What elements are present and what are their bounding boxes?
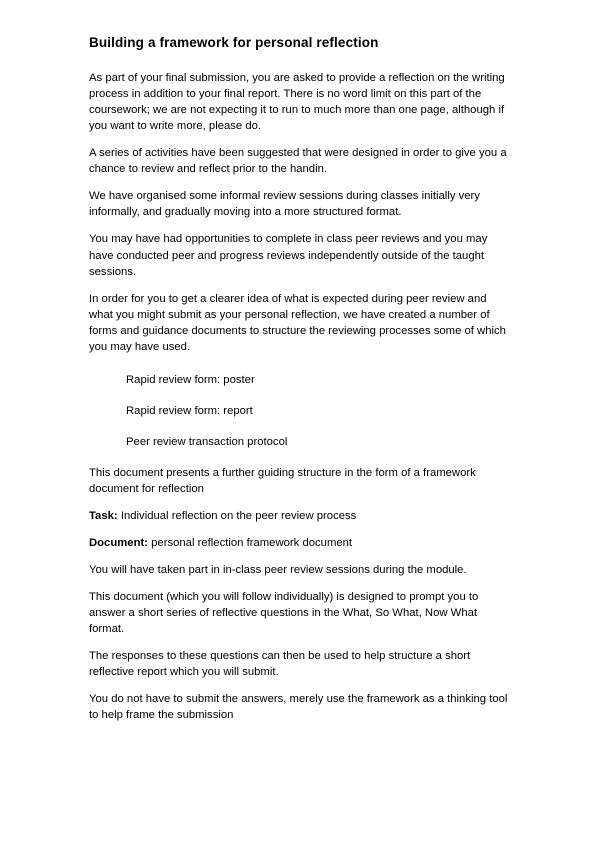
intro-paragraph-4: You may have had opportunities to complete in class peer reviews and you may have conducted peer and progress reviews independently outside of the taught sessions. [89,233,488,278]
task-text: Individual reflection on the peer review process [117,509,357,522]
intro-paragraph-1: As part of your final submission, you are asked to provide a reflection on the writing process in addition to your final report. There is no word limit on this part of the coursework; we are not expecting it to run to much more than one page, although if you want to write more, please do. [89,72,505,133]
closing-paragraph-3: The responses to these questions can then be used to help structure a short reflective report which you will submit. [89,650,471,679]
closing-paragraph-4: You do not have to submit the answers, merely use the framework as a thinking tool to help frame the submission [89,693,508,722]
intro-paragraph-5: In order for you to get a clearer idea of what is expected during peer review and what you might submit as your personal reflection, we have created a number of forms and guidance documents to structure the reviewing processes some of which you may have used. [89,292,506,353]
task-line [89,508,512,524]
document-text: personal reflection framework document [148,536,353,549]
intro-paragraph-2: A series of activities have been suggested that were designed in order to give you a chance to review and reflect prior to the handin. [89,147,507,176]
task-label: Task: [89,509,118,522]
intro-paragraph-3: We have organised some informal review sessions during classes initially very informally, and gradually moving into a more structured format. [89,190,480,219]
closing-paragraph-1: You will have taken part in in-class peer review sessions during the module. [89,563,467,576]
list-item: Rapid review form: poster [126,373,255,386]
framework-paragraph: This document presents a further guiding structure in the form of a framework document for reflection [89,466,476,495]
document-label: Document: [89,536,148,549]
document-line [89,535,512,551]
list-item: Peer review transaction protocol [126,435,288,448]
list-item: Rapid review form: report [126,404,253,417]
page-title: Building a framework for personal reflection [89,35,379,50]
closing-paragraph-2: This document (which you will follow individually) is designed to prompt you to answer a short series of reflective questions in the What, So What, Now What format. [89,590,479,635]
forms-list [89,372,512,450]
